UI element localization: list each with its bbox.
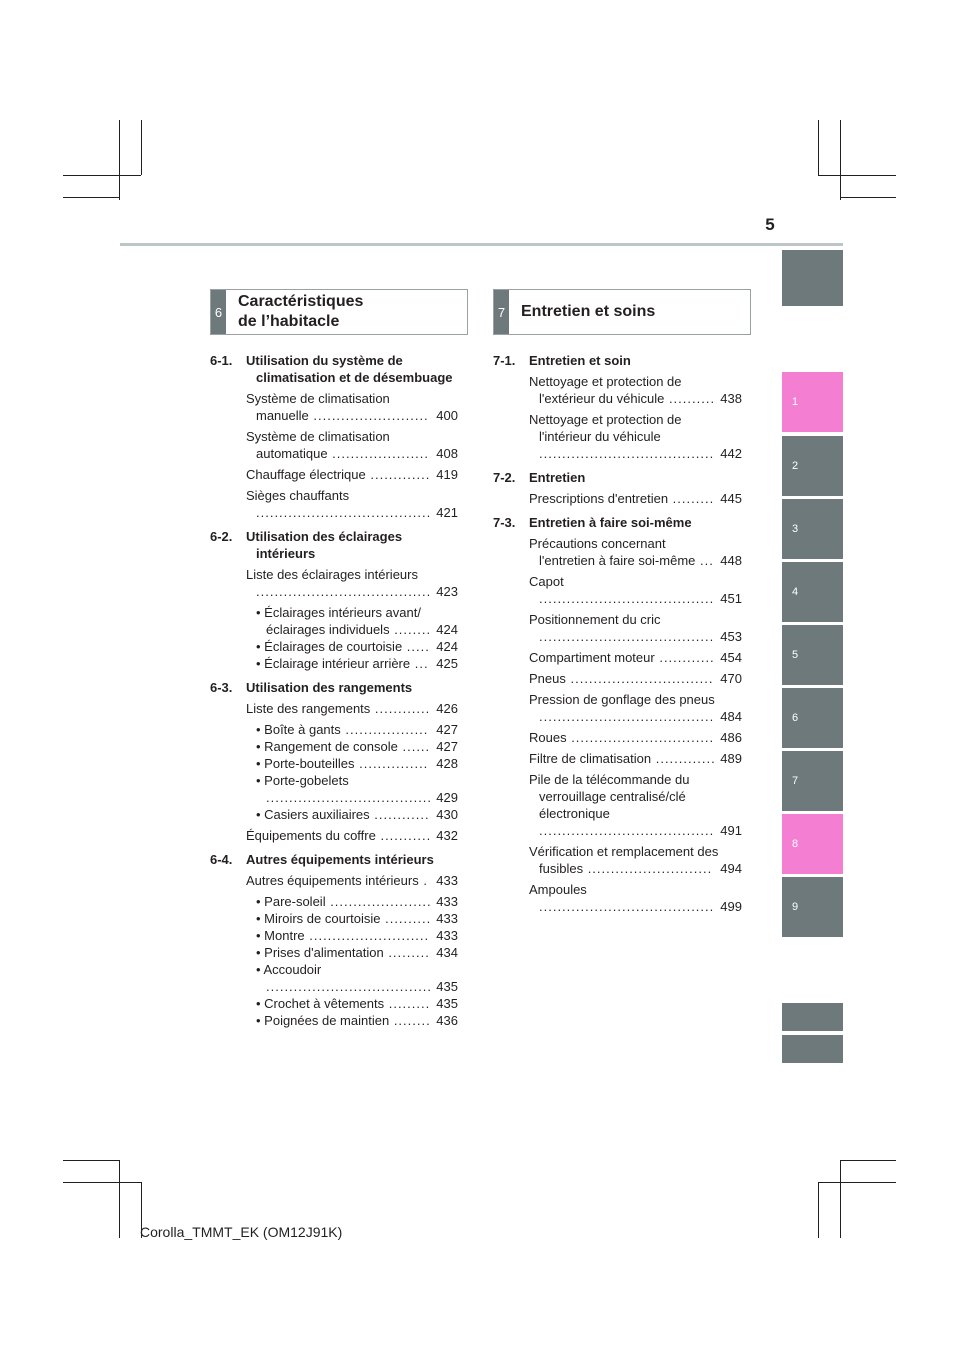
chapter-tab[interactable] bbox=[782, 562, 843, 622]
sub-entry-label: • Boîte à gants bbox=[256, 722, 341, 737]
sub-entry-label: • Porte-gobelets bbox=[256, 773, 349, 788]
entry-label: Ampoules bbox=[529, 882, 587, 897]
entry-page-number: 448 bbox=[720, 553, 742, 568]
crop-mark bbox=[818, 1182, 819, 1238]
toc-sub-entry[interactable] bbox=[256, 893, 458, 910]
entry-page-number: 433 bbox=[436, 873, 458, 888]
crop-mark bbox=[818, 175, 896, 176]
toc-sub-entry[interactable] bbox=[256, 910, 458, 927]
sub-entry-label: • Crochet à vêtements bbox=[256, 996, 385, 1011]
sub-entry-text bbox=[256, 961, 436, 995]
entry-text bbox=[246, 466, 436, 483]
chapter-tab-label: 2 bbox=[792, 460, 799, 472]
chapter-tab[interactable] bbox=[782, 499, 843, 559]
sub-entry-page-number: 433 bbox=[436, 911, 458, 926]
crop-mark bbox=[840, 120, 841, 200]
dot-leader: ...................................... bbox=[539, 629, 715, 644]
entry-text bbox=[246, 827, 436, 844]
dot-leader: .................................... bbox=[266, 979, 433, 994]
sub-entry-text bbox=[256, 944, 436, 961]
sub-entry-label: • Porte-bouteilles bbox=[256, 756, 355, 771]
chapter-tab-label: 3 bbox=[792, 523, 799, 535]
dot-leader: ... bbox=[410, 656, 429, 671]
chapter-tab[interactable] bbox=[782, 436, 843, 496]
toc-entry[interactable] bbox=[529, 771, 742, 839]
dot-leader: ............................... bbox=[566, 730, 715, 745]
crop-mark bbox=[840, 1160, 841, 1238]
entry-label: Pneus bbox=[529, 671, 566, 686]
section-header-7 bbox=[493, 289, 751, 335]
entry-text bbox=[246, 566, 436, 600]
entry-text bbox=[529, 411, 720, 462]
dot-leader: .......................... bbox=[304, 928, 430, 943]
entry-text bbox=[529, 729, 720, 746]
toc-sub-entry[interactable] bbox=[256, 995, 458, 1012]
entry-page-number: 491 bbox=[720, 823, 742, 838]
entry-page-number: 419 bbox=[436, 467, 458, 482]
group-title: Utilisation des éclairages intérieurs bbox=[246, 529, 403, 561]
entry-page-number: 400 bbox=[436, 408, 458, 423]
sub-entry-page-number: 427 bbox=[436, 722, 458, 737]
entry-text bbox=[529, 535, 720, 569]
section-number: 7 bbox=[494, 290, 509, 334]
entry-label: Pression de gonflage des pneus bbox=[529, 692, 715, 707]
entry-text bbox=[529, 670, 720, 687]
toc-entry[interactable] bbox=[529, 691, 742, 725]
toc-entry[interactable] bbox=[529, 729, 742, 746]
entry-label: Compartiment moteur bbox=[529, 650, 655, 665]
toc-sub-entry[interactable] bbox=[256, 927, 458, 944]
crop-mark bbox=[119, 120, 120, 200]
entry-text bbox=[246, 428, 436, 462]
toc-entry[interactable] bbox=[529, 490, 742, 507]
sub-entry-page-number: 435 bbox=[436, 979, 458, 994]
toc-group-heading bbox=[210, 528, 458, 562]
toc-sub-entry[interactable] bbox=[256, 755, 458, 772]
toc-sub-entry[interactable] bbox=[256, 655, 458, 672]
entry-page-number: 445 bbox=[720, 491, 742, 506]
sub-entry-page-number: 424 bbox=[436, 622, 458, 637]
toc-entry[interactable] bbox=[246, 390, 458, 424]
section-title: Entretien et soins bbox=[521, 303, 656, 320]
entry-label: Nettoyage et protection de l'extérieur du véhicule bbox=[529, 374, 682, 406]
entry-label: Chauffage électrique bbox=[246, 467, 366, 482]
toc-column-6 bbox=[210, 352, 458, 1036]
toc-sub-entry[interactable] bbox=[256, 944, 458, 961]
dot-leader: ...................... bbox=[325, 894, 432, 909]
sub-entry-page-number: 425 bbox=[436, 656, 458, 671]
entry-label: Vérification et remplacement des fusibles bbox=[529, 844, 719, 876]
entry-page-number: 423 bbox=[436, 584, 458, 599]
toc-entry[interactable] bbox=[529, 670, 742, 687]
toc-group bbox=[493, 352, 742, 462]
entry-page-number: 470 bbox=[720, 671, 742, 686]
entry-text bbox=[529, 490, 720, 507]
crop-mark bbox=[818, 1182, 896, 1183]
toc-sub-entry[interactable] bbox=[256, 1012, 458, 1029]
dot-leader: ...... bbox=[397, 739, 431, 754]
toc-entry[interactable] bbox=[529, 535, 742, 569]
sub-entry-label: • Miroirs de courtoisie bbox=[256, 911, 381, 926]
entry-label: Système de climatisation manuelle bbox=[246, 391, 390, 423]
dot-leader: ............. bbox=[651, 751, 716, 766]
entry-page-number: 489 bbox=[720, 751, 742, 766]
sub-entry-label: • Accoudoir bbox=[256, 962, 322, 977]
toc-group-heading bbox=[493, 352, 742, 369]
chapter-tab[interactable] bbox=[782, 625, 843, 685]
section-header-6 bbox=[210, 289, 468, 335]
sub-entry-text bbox=[256, 806, 436, 823]
dot-leader: ...................................... bbox=[539, 446, 715, 461]
sub-entry-page-number: 435 bbox=[436, 996, 458, 1011]
chapter-tab[interactable] bbox=[782, 814, 843, 874]
group-title: Utilisation du système de climatisation et de désembuage bbox=[246, 353, 453, 385]
group-number: 6-1. bbox=[210, 353, 233, 368]
entry-text bbox=[529, 771, 720, 839]
entry-label: Liste des éclairages intérieurs bbox=[246, 567, 418, 582]
sub-entry-label: • Montre bbox=[256, 928, 305, 943]
crop-mark bbox=[63, 175, 141, 176]
footer-model-code: Corolla_TMMT_EK (OM12J91K) bbox=[140, 1224, 343, 1240]
sub-entry-text bbox=[256, 995, 436, 1012]
chapter-tab-label: 9 bbox=[792, 901, 799, 913]
dot-leader: .......... bbox=[380, 911, 432, 926]
entry-page-number: 454 bbox=[720, 650, 742, 665]
dot-leader: ...................................... bbox=[539, 899, 715, 914]
toc-entry[interactable] bbox=[246, 872, 458, 889]
dot-leader: ......... bbox=[668, 491, 715, 506]
toc-group-heading bbox=[493, 514, 742, 531]
toc-sub-entry[interactable] bbox=[256, 721, 458, 738]
entry-page-number: 494 bbox=[720, 861, 742, 876]
dot-leader: ............ bbox=[370, 701, 431, 716]
entry-page-number: 486 bbox=[720, 730, 742, 745]
toc-group bbox=[210, 528, 458, 672]
dot-leader: ......... bbox=[383, 945, 430, 960]
group-number: 7-3. bbox=[493, 515, 516, 530]
dot-leader: ......................... bbox=[308, 408, 429, 423]
toc-group-heading bbox=[210, 352, 458, 386]
toc-entry[interactable] bbox=[246, 487, 458, 521]
crop-mark bbox=[141, 120, 142, 175]
sub-entry-text bbox=[256, 910, 436, 927]
group-number: 7-2. bbox=[493, 470, 516, 485]
section-title: Caractéristiques de l’habitacle bbox=[238, 293, 364, 330]
entry-text bbox=[529, 373, 720, 407]
sub-entry-text bbox=[256, 772, 436, 806]
group-title: Autres équipements intérieurs bbox=[246, 852, 434, 867]
dot-leader: .......... bbox=[664, 391, 716, 406]
sub-entry-page-number: 436 bbox=[436, 1013, 458, 1028]
entry-label: Système de climatisation automatique bbox=[246, 429, 390, 461]
entry-label: Roues bbox=[529, 730, 567, 745]
dot-leader: ............................... bbox=[565, 671, 714, 686]
dot-leader: ..................... bbox=[327, 446, 430, 461]
crop-mark bbox=[63, 1160, 119, 1161]
crop-mark bbox=[818, 120, 819, 175]
chapter-tab[interactable] bbox=[782, 250, 843, 306]
toc-entry[interactable] bbox=[529, 373, 742, 407]
sub-entry-text bbox=[256, 927, 436, 944]
sub-entry-label: • Pare-soleil bbox=[256, 894, 326, 909]
dot-leader: ........................... bbox=[583, 861, 713, 876]
entry-page-number: 484 bbox=[720, 709, 742, 724]
dot-leader: ........ bbox=[389, 622, 432, 637]
toc-group bbox=[210, 679, 458, 844]
entry-label: Liste des rangements bbox=[246, 701, 371, 716]
crop-mark bbox=[63, 197, 119, 198]
chapter-tab[interactable] bbox=[782, 372, 843, 432]
chapter-tab[interactable] bbox=[782, 688, 843, 748]
chapter-tab-label: 5 bbox=[792, 649, 799, 661]
entry-text bbox=[529, 750, 720, 767]
sub-entry-text bbox=[256, 638, 436, 655]
entry-label: Précautions concernant l'entretien à faire soi-même bbox=[529, 536, 696, 568]
chapter-tab[interactable] bbox=[782, 1035, 843, 1063]
dot-leader: ..... bbox=[402, 639, 430, 654]
toc-group-heading bbox=[493, 469, 742, 486]
dot-leader: ........... bbox=[375, 828, 432, 843]
entry-text bbox=[529, 573, 720, 607]
dot-leader: ......... bbox=[384, 996, 431, 1011]
dot-leader: ............... bbox=[354, 756, 429, 771]
page-number: 5 bbox=[765, 215, 775, 234]
toc-sub-entry[interactable] bbox=[256, 738, 458, 755]
dot-leader: ... bbox=[695, 553, 714, 568]
header-rule bbox=[120, 243, 843, 246]
toc-entry[interactable] bbox=[529, 411, 742, 462]
toc-entry[interactable] bbox=[246, 428, 458, 462]
sub-entry-page-number: 429 bbox=[436, 790, 458, 805]
sub-entry-label: • Poignées de maintien bbox=[256, 1013, 390, 1028]
entry-label: Prescriptions d'entretien bbox=[529, 491, 669, 506]
dot-leader: ...................................... bbox=[539, 591, 715, 606]
chapter-tab-label: 4 bbox=[792, 586, 799, 598]
entry-page-number: 442 bbox=[720, 446, 742, 461]
sub-entry-text bbox=[256, 755, 436, 772]
crop-mark bbox=[840, 197, 896, 198]
dot-leader: ...................................... bbox=[256, 584, 432, 599]
toc-group bbox=[210, 352, 458, 521]
dot-leader: .................. bbox=[340, 722, 429, 737]
toc-column-7 bbox=[493, 352, 742, 922]
sub-entry-label: • Éclairage intérieur arrière bbox=[256, 656, 411, 671]
sub-entry-page-number: 427 bbox=[436, 739, 458, 754]
toc-entry[interactable] bbox=[529, 843, 742, 877]
toc-sub-entry[interactable] bbox=[256, 806, 458, 823]
toc-sub-entry[interactable] bbox=[256, 772, 458, 806]
sub-entry-text bbox=[256, 893, 436, 910]
entry-page-number: 408 bbox=[436, 446, 458, 461]
group-title: Entretien et soin bbox=[529, 353, 631, 368]
toc-group-heading bbox=[210, 679, 458, 696]
dot-leader: ............ bbox=[369, 807, 430, 822]
dot-leader: ............ bbox=[654, 650, 715, 665]
group-number: 6-4. bbox=[210, 852, 233, 867]
sub-entry-label: • Rangement de console bbox=[256, 739, 398, 754]
crop-mark bbox=[840, 1160, 896, 1161]
entry-text bbox=[529, 649, 720, 666]
entry-text bbox=[246, 487, 436, 521]
chapter-tab-label: 6 bbox=[792, 712, 799, 724]
entry-page-number: 451 bbox=[720, 591, 742, 606]
toc-entry[interactable] bbox=[529, 611, 742, 645]
entry-text bbox=[529, 843, 720, 877]
entry-label: Filtre de climatisation bbox=[529, 751, 652, 766]
crop-mark bbox=[63, 1182, 141, 1183]
dot-leader: ...................................... bbox=[539, 823, 715, 838]
sub-entry-label: • Casiers auxiliaires bbox=[256, 807, 370, 822]
chapter-tab-label: 8 bbox=[792, 838, 799, 850]
sub-entry-label: • Prises d'alimentation bbox=[256, 945, 384, 960]
sub-entry-text bbox=[256, 721, 436, 738]
group-title: Utilisation des rangements bbox=[246, 680, 413, 695]
toc-group bbox=[210, 851, 458, 1029]
toc-entry[interactable] bbox=[529, 649, 742, 666]
dot-leader: ............. bbox=[365, 467, 431, 482]
entry-text bbox=[529, 691, 720, 725]
group-number: 7-1. bbox=[493, 353, 516, 368]
toc-sub-entry[interactable] bbox=[256, 604, 458, 638]
toc-group bbox=[493, 469, 742, 507]
sub-entry-text bbox=[256, 738, 436, 755]
entry-page-number: 499 bbox=[720, 899, 742, 914]
chapter-tab[interactable] bbox=[782, 751, 843, 811]
entry-label: Capot bbox=[529, 574, 564, 589]
sub-entry-page-number: 424 bbox=[436, 639, 458, 654]
entry-text bbox=[529, 881, 720, 915]
dot-leader: ...................................... bbox=[256, 505, 432, 520]
sub-entry-page-number: 434 bbox=[436, 945, 458, 960]
entry-text bbox=[246, 872, 436, 889]
dot-leader: .................................... bbox=[266, 790, 433, 805]
toc-entry[interactable] bbox=[246, 466, 458, 483]
section-number: 6 bbox=[211, 290, 226, 334]
dot-leader: ........ bbox=[389, 1013, 431, 1028]
chapter-tab[interactable] bbox=[782, 877, 843, 937]
dot-leader: ...................................... bbox=[539, 709, 715, 724]
entry-label: Autres équipements intérieurs bbox=[246, 873, 419, 888]
group-title: Entretien bbox=[529, 470, 586, 485]
entry-page-number: 426 bbox=[436, 701, 458, 716]
toc-entry[interactable] bbox=[529, 750, 742, 767]
entry-page-number: 421 bbox=[436, 505, 458, 520]
sub-entry-label: • Éclairages de courtoisie bbox=[256, 639, 403, 654]
dot-leader: . bbox=[418, 873, 428, 888]
toc-entry[interactable] bbox=[246, 566, 458, 600]
chapter-tab[interactable] bbox=[782, 1003, 843, 1031]
toc-sub-entry[interactable] bbox=[256, 961, 458, 995]
entry-page-number: 438 bbox=[720, 391, 742, 406]
group-number: 6-2. bbox=[210, 529, 233, 544]
crop-mark bbox=[119, 1160, 120, 1238]
toc-group bbox=[493, 514, 742, 915]
sub-entry-page-number: 430 bbox=[436, 807, 458, 822]
entry-label: Pile de la télécommande du verrouillage centralisé/clé électronique bbox=[529, 772, 690, 821]
toc-entry[interactable] bbox=[246, 827, 458, 844]
entry-page-number: 432 bbox=[436, 828, 458, 843]
entry-text bbox=[246, 390, 436, 424]
entry-text bbox=[529, 611, 720, 645]
chapter-tab-label: 7 bbox=[792, 775, 799, 787]
sub-entry-text bbox=[256, 1012, 436, 1029]
group-title: Entretien à faire soi-même bbox=[529, 515, 692, 530]
entry-label: Positionnement du cric bbox=[529, 612, 661, 627]
sub-entry-page-number: 428 bbox=[436, 756, 458, 771]
toc-entry[interactable] bbox=[529, 881, 742, 915]
sub-entry-text bbox=[256, 655, 436, 672]
toc-entry[interactable] bbox=[246, 700, 458, 717]
group-number: 6-3. bbox=[210, 680, 233, 695]
entry-text bbox=[246, 700, 436, 717]
toc-entry[interactable] bbox=[529, 573, 742, 607]
entry-label: Sièges chauffants bbox=[246, 488, 350, 503]
toc-sub-entry[interactable] bbox=[256, 638, 458, 655]
sub-entry-page-number: 433 bbox=[436, 894, 458, 909]
toc-group-heading bbox=[210, 851, 458, 868]
chapter-tab-label: 1 bbox=[792, 396, 799, 408]
entry-label: Nettoyage et protection de l'intérieur du véhicule bbox=[529, 412, 682, 444]
entry-label: Équipements du coffre bbox=[246, 828, 376, 843]
sub-entry-text bbox=[256, 604, 436, 638]
sub-entry-label: • Éclairages intérieurs avant/éclairages individuels bbox=[256, 605, 421, 637]
sub-entry-page-number: 433 bbox=[436, 928, 458, 943]
entry-page-number: 453 bbox=[720, 629, 742, 644]
